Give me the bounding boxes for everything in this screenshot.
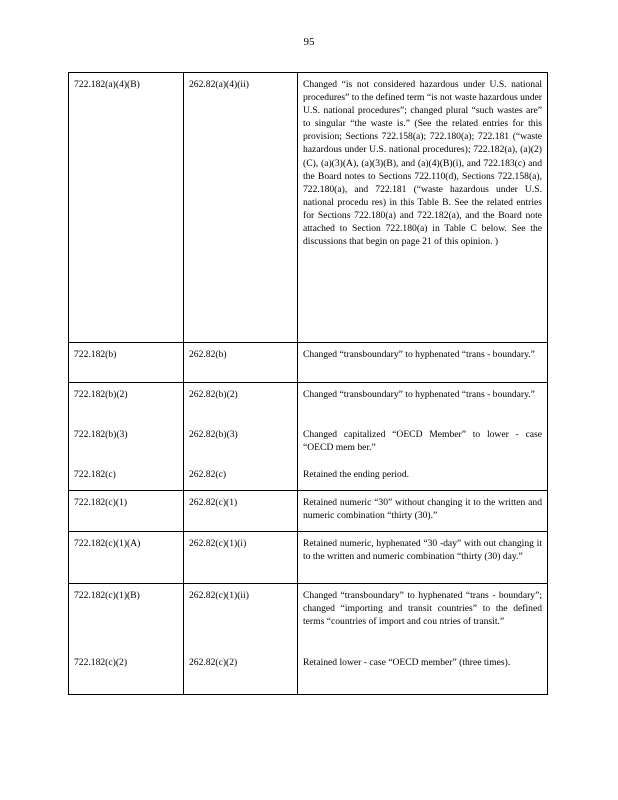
federal-rule: 262.82(b) [189, 349, 227, 360]
change-description: Changed “transboundary” to hyphenated “trans - boundary”; changed “importing and transit countries” to the defined terms “countries of import and cou ntries of transit.” [303, 590, 542, 628]
description-cell [298, 584, 548, 695]
change-description: Retained numeric, hyphenated “30 -day” with out changing it to the written and numeric combination “thirty (30) day.” [303, 538, 542, 563]
table-row [69, 491, 548, 532]
federal-rule: 262.82(b)(2) [189, 389, 238, 400]
federal-rule-cell [184, 343, 298, 383]
change-description: Changed “transboundary” to hyphenated “trans - boundary.” [303, 389, 535, 400]
federal-rule: 262.82(c)(1) [189, 497, 238, 508]
illinois-section: 722.182(b) [74, 349, 117, 360]
description-cell [298, 383, 548, 491]
federal-rule: 262.82(b)(3) [189, 429, 238, 440]
change-description: Retained lower - case “OECD member” (three times). [303, 657, 511, 668]
federal-rule: 262.82(c)(1)(i) [189, 538, 247, 549]
federal-rule: 262.82(c)(1)(ii) [189, 590, 249, 601]
federal-rule-cell [184, 383, 298, 491]
federal-rule: 262.82(c) [189, 469, 227, 480]
description-cell [298, 491, 548, 532]
page-number: 95 [303, 36, 315, 48]
description-cell [298, 343, 548, 383]
illinois-section-cell [69, 532, 184, 584]
change-description: Changed “transboundary” to hyphenated “trans - boundary.” [303, 349, 535, 360]
federal-rule-cell [184, 491, 298, 532]
description-cell [298, 73, 548, 343]
change-description: Changed capitalized “OECD Member” to lower - case “OECD mem ber.” [303, 429, 542, 454]
federal-rule-cell [184, 532, 298, 584]
comparison-table [68, 72, 548, 695]
illinois-section: 722.182(c) [74, 469, 116, 480]
illinois-section-cell [69, 343, 184, 383]
table-row [69, 584, 548, 695]
federal-rule-cell [184, 584, 298, 695]
illinois-section: 722.182(c)(1)(A) [74, 538, 141, 549]
change-description: Retained the ending period. [303, 469, 410, 480]
illinois-section-cell [69, 73, 184, 343]
illinois-section: 722.182(c)(1) [74, 497, 128, 508]
table-row [69, 383, 548, 491]
illinois-section-cell [69, 584, 184, 695]
illinois-section: 722.182(c)(1)(B) [74, 590, 140, 601]
illinois-section: 722.182(b)(2) [74, 389, 128, 400]
illinois-section: 722.182(a)(4)(B) [74, 79, 140, 90]
illinois-section: 722.182(b)(3) [74, 429, 128, 440]
change-description: Changed “is not considered hazardous under U.S. national procedures” to the defined term “is not waste hazardous under U.S. national procedures”; changed plural “such wastes are” to singular “the waste is.” (See the related entries for this provision; Sections 722.158(a); 722.180(a); 722.181 (“waste hazardous under U.S. national procedures); 722.182(a), (a)(2)(C), (a)(3)(A), (a)(3)(B), and (a)(4)(B)(i), and 722.183(c) and the Board notes to Sections 722.110(d), Sections 722.158(a), 722.180(a), and 722.181 (“waste hazardous under U.S. national procedu res) in this Table B. See the related entries for Sections 722.180(a) and 722.182(a), and the Board note attached to Section 722.180(a) in Table C below. See the discussions that begin on page 21 of this opinion. ) [303, 79, 542, 248]
federal-rule: 262.82(a)(4)(ii) [189, 79, 249, 90]
description-cell [298, 532, 548, 584]
table-row [69, 532, 548, 584]
table-row [69, 73, 548, 343]
illinois-section-cell [69, 491, 184, 532]
table-row [69, 343, 548, 383]
federal-rule: 262.82(c)(2) [189, 657, 238, 668]
federal-rule-cell [184, 73, 298, 343]
illinois-section-cell [69, 383, 184, 491]
change-description: Retained numeric “30” without changing it to the written and numeric combination “thirty (30).” [303, 497, 542, 522]
illinois-section: 722.182(c)(2) [74, 657, 128, 668]
